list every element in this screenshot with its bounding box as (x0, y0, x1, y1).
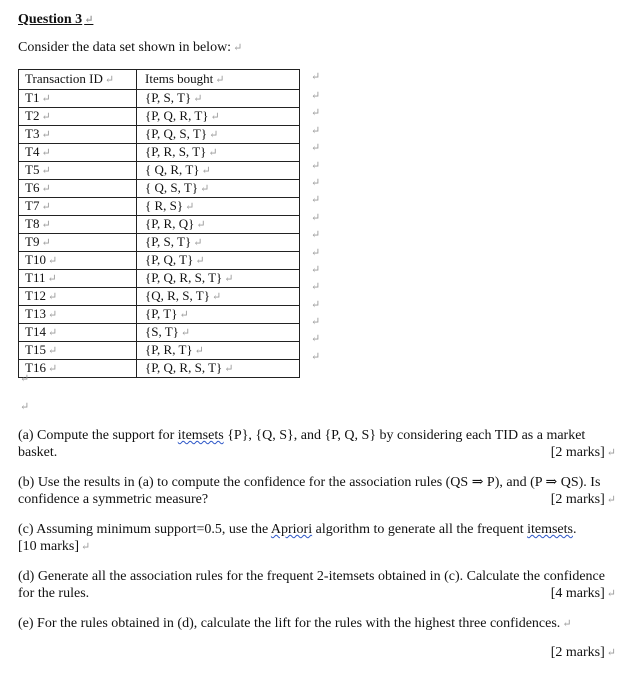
items-cell: {P, S, T} ↵ (137, 90, 300, 108)
table-row (19, 342, 300, 360)
marks-d: [4 marks] (550, 586, 605, 601)
transaction-id-cell: T3 ↵ (19, 126, 137, 144)
row-end-mark: ↵ (311, 229, 321, 242)
question-b: (b) Use the results in (a) to compute the confidence for the association rules (QS ⇒ P), and (P ⇒ QS). Is confidence a symmetric measure? [2 marks] ↵ (18, 475, 616, 507)
transaction-id-cell: T2 ↵ (19, 108, 137, 126)
transaction-id-cell: T6 ↵ (19, 180, 137, 198)
row-end-mark: ↵ (311, 124, 321, 137)
items-cell: { R, S} ↵ (137, 198, 300, 216)
paragraph-mark: ↵ (20, 401, 30, 413)
table-row (19, 126, 300, 144)
table-row (19, 324, 300, 342)
transaction-id-cell: T16 ↵ (19, 360, 137, 378)
table-row (19, 360, 300, 378)
row-end-mark: ↵ (311, 246, 321, 259)
items-cell: {P, R, Q} ↵ (137, 216, 300, 234)
row-end-mark: ↵ (311, 194, 321, 207)
intro-text: Consider the data set shown in below: ↵ (18, 40, 243, 55)
row-end-mark: ↵ (311, 333, 321, 346)
table-row (19, 234, 300, 252)
row-end-mark: ↵ (311, 263, 321, 276)
items-cell: {P, Q, R, S, T} ↵ (137, 270, 300, 288)
transaction-id-cell: T1 ↵ (19, 90, 137, 108)
row-end-mark: ↵ (311, 107, 321, 120)
table-row (19, 252, 300, 270)
table-body (19, 90, 300, 378)
row-end-mark: ↵ (311, 176, 321, 189)
question-title: Question 3 ↵ (18, 12, 94, 27)
row-end-mark: ↵ (311, 298, 321, 311)
paragraph-mark: ↵ (20, 373, 30, 385)
header-transaction-id: Transaction ID ↵ (19, 70, 137, 90)
items-cell: {P, R, S, T} ↵ (137, 144, 300, 162)
transaction-id-cell: T13 ↵ (19, 306, 137, 324)
items-cell: { Q, S, T} ↵ (137, 180, 300, 198)
row-end-mark: ↵ (311, 159, 321, 172)
row-end-mark: ↵ (311, 71, 321, 83)
items-cell: { Q, R, T} ↵ (137, 162, 300, 180)
items-cell: {P, R, T} ↵ (137, 342, 300, 360)
items-cell: {P, Q, S, T} ↵ (137, 126, 300, 144)
table-row (19, 288, 300, 306)
spellcheck-word: itemsets (527, 522, 573, 537)
transaction-id-cell: T15 ↵ (19, 342, 137, 360)
table-row (19, 270, 300, 288)
table-row (19, 180, 300, 198)
transaction-id-cell: T8 ↵ (19, 216, 137, 234)
table-row (19, 90, 300, 108)
question-e: (e) For the rules obtained in (d), calculate the lift for the rules with the highest three confidences. ↵ (18, 616, 572, 631)
row-end-mark: ↵ (311, 142, 321, 155)
transaction-id-cell: T11 ↵ (19, 270, 137, 288)
transaction-id-cell: T12 ↵ (19, 288, 137, 306)
question-d: (d) Generate all the association rules for the frequent 2-itemsets obtained in (c). Calculate the confidence for the rules. [4 marks] ↵ (18, 569, 616, 601)
row-end-mark: ↵ (311, 90, 321, 102)
marks-c: [10 marks] (18, 539, 80, 554)
table-row (19, 108, 300, 126)
question-a: (a) Compute the support for itemsets {P}, {Q, S}, and {P, Q, S} by considering each TID as a market basket. [2 marks] ↵ (18, 428, 616, 460)
transaction-id-cell: T10 ↵ (19, 252, 137, 270)
items-cell: {P, S, T} ↵ (137, 234, 300, 252)
table-header-row (19, 70, 300, 90)
row-end-mark: ↵ (311, 281, 321, 294)
transaction-id-cell: T14 ↵ (19, 324, 137, 342)
transaction-id-cell: T5 ↵ (19, 162, 137, 180)
table-row (19, 198, 300, 216)
transactions-table (18, 69, 300, 378)
header-items-bought: Items bought ↵ (137, 70, 300, 90)
items-cell: {P, Q, T} ↵ (137, 252, 300, 270)
items-cell: {P, Q, R, S, T} ↵ (137, 360, 300, 378)
table-row (19, 216, 300, 234)
items-cell: {S, T} ↵ (137, 324, 300, 342)
row-end-mark: ↵ (311, 316, 321, 329)
spellcheck-word: Apriori (270, 522, 313, 537)
table-row (19, 306, 300, 324)
marks-e: [2 marks] ↵ (550, 645, 616, 660)
transaction-id-cell: T9 ↵ (19, 234, 137, 252)
items-cell: {Q, R, S, T} ↵ (137, 288, 300, 306)
marks-b: [2 marks] (550, 492, 605, 507)
items-cell: {P, Q, R, T} ↵ (137, 108, 300, 126)
row-end-mark: ↵ (311, 350, 321, 363)
transaction-id-cell: T7 ↵ (19, 198, 137, 216)
table-row (19, 162, 300, 180)
spellcheck-word: itemsets (177, 428, 224, 443)
items-cell: {P, T} ↵ (137, 306, 300, 324)
row-end-marks (311, 69, 320, 366)
row-end-mark: ↵ (311, 211, 321, 224)
question-c: (c) Assuming minimum support=0.5, use the Apriori algorithm to generate all the frequent itemsets. [10 marks] ↵ (18, 522, 577, 554)
transaction-id-cell: T4 ↵ (19, 144, 137, 162)
table-row (19, 144, 300, 162)
marks-a: [2 marks] (550, 445, 605, 460)
